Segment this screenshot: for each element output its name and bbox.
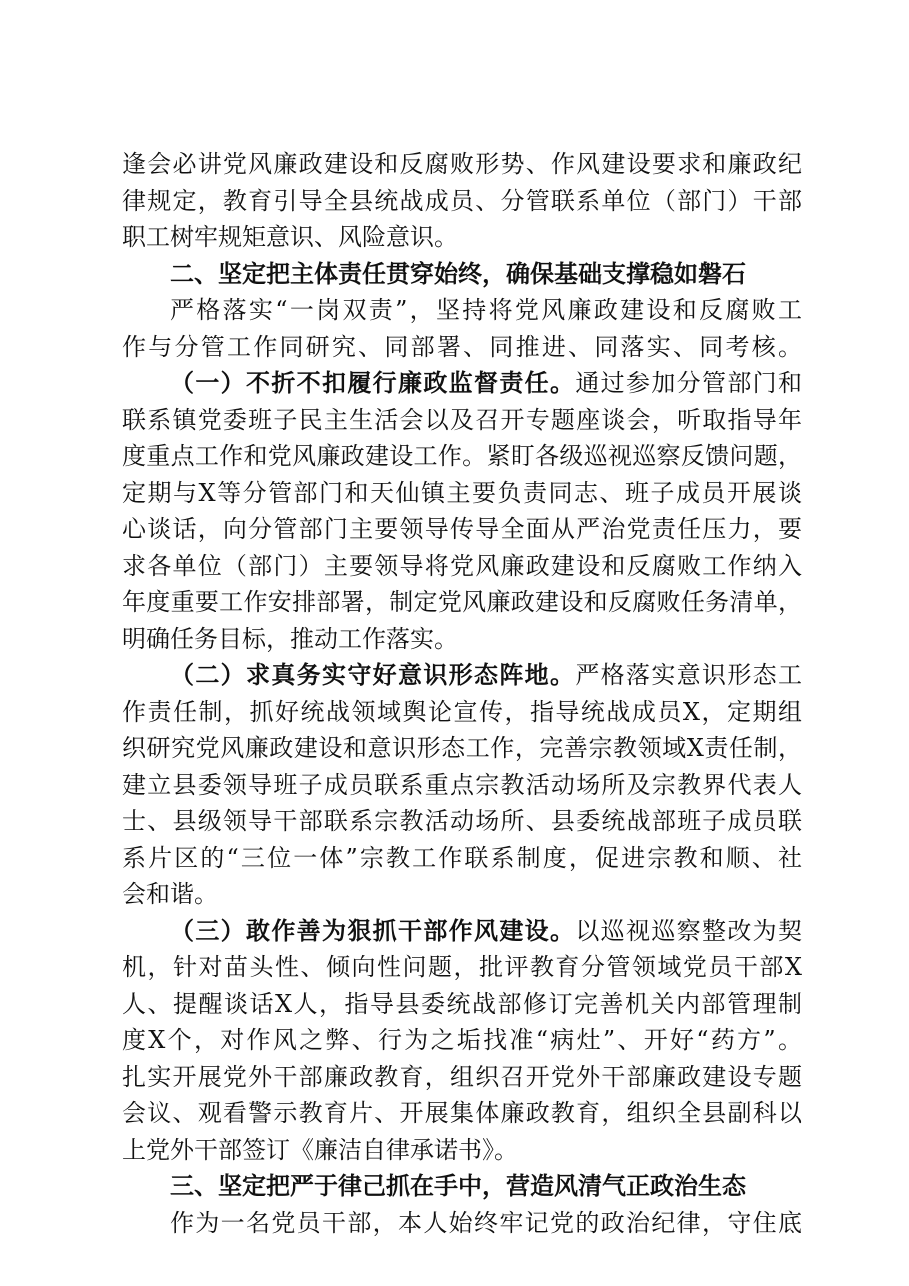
- body-line: 会议、观看警示教育片、开展集体廉政教育，组织全县副科以: [122, 1099, 802, 1127]
- body-line: 会和谐。: [122, 880, 218, 908]
- body-line: 度重点工作和党风廉政建设工作。紧盯各级巡视巡察反馈问题，: [122, 442, 802, 470]
- body-line: 织研究党风廉政建设和意识形态工作，完善宗教领域X责任制，: [122, 734, 802, 762]
- subsection-heading-3: （三）敢作善为狠抓干部作风建设。: [170, 916, 576, 945]
- body-line: 系片区的“三位一体”宗教工作联系制度，促进宗教和顺、社: [122, 843, 802, 872]
- body-line: 心谈话，向分管部门主要领导传导全面从严治党责任压力，要: [122, 515, 802, 543]
- body-line: 律规定，教育引导全县统战成员、分管联系单位（部门）干部: [122, 186, 802, 215]
- body-line: 士、县级领导干部联系宗教活动场所、县委统战部班子成员联: [122, 807, 802, 835]
- body-line: 扎实开展党外干部廉政教育，组织召开党外干部廉政建设专题: [122, 1062, 802, 1091]
- body-line: 逢会必讲党风廉政建设和反腐败形势、作风建设要求和廉政纪: [122, 150, 802, 178]
- section-heading-2: 二、坚定把主体责任贯穿始终，确保基础支撑稳如磐石: [170, 259, 746, 288]
- body-line: 明确任务目标，推动工作落实。: [122, 624, 458, 653]
- body-line: 机，针对苗头性、倾向性问题，批评教育分管领域党员干部X: [122, 953, 802, 981]
- body-line: 定期与X等分管部门和天仙镇主要负责同志、班子成员开展谈: [122, 478, 802, 507]
- body-line: 年度重要工作安排部署，制定党风廉政建设和反腐败任务清单，: [122, 588, 802, 616]
- document-body: [122, 146, 802, 1241]
- body-line: 作责任制，抓好统战领域舆论宣传，指导统战成员X，定期组: [122, 697, 802, 726]
- paragraph-lead-line: [122, 913, 802, 950]
- body-line: 职工树牢规矩意识、风险意识。: [122, 223, 458, 251]
- subsection-heading-2: （二）求真务实守好意识形态阵地。: [170, 661, 576, 689]
- body-line: 度X个，对作风之弊、行为之垢找准“病灶”、开好“药方”。: [122, 1026, 802, 1054]
- body-text: 通过参加分管部门和: [575, 369, 802, 397]
- body-text: 严格落实意识形态工: [575, 661, 802, 689]
- body-line: 联系镇党委班子民主生活会以及召开专题座谈会，听取指导年: [122, 405, 802, 434]
- body-line: 建立县委领导班子成员联系重点宗教活动场所及宗教界代表人: [122, 770, 802, 799]
- paragraph-lead-line: [122, 365, 802, 402]
- body-line: 作为一名党员干部，本人始终牢记党的政治纪律，守住底: [170, 1208, 802, 1237]
- body-line: 人、提醒谈话X人，指导县委统战部修订完善机关内部管理制: [122, 989, 802, 1018]
- body-line: 严格落实“一岗双责”，坚持将党风廉政建设和反腐败工: [170, 296, 802, 324]
- body-line: 作与分管工作同研究、同部署、同推进、同落实、同考核。: [122, 332, 802, 361]
- body-text: 以巡视巡察整改为契: [575, 916, 802, 945]
- body-line: 上党外干部签订《廉洁自律承诺书》。: [122, 1135, 518, 1164]
- body-line: 求各单位（部门）主要领导将党风廉政建设和反腐败工作纳入: [122, 551, 802, 580]
- section-heading-3: 三、坚定把严于律己抓在手中，营造风清气正政治生态: [170, 1172, 746, 1200]
- subsection-heading-1: （一）不折不扣履行廉政监督责任。: [170, 369, 576, 397]
- paragraph-lead-line: [122, 657, 802, 694]
